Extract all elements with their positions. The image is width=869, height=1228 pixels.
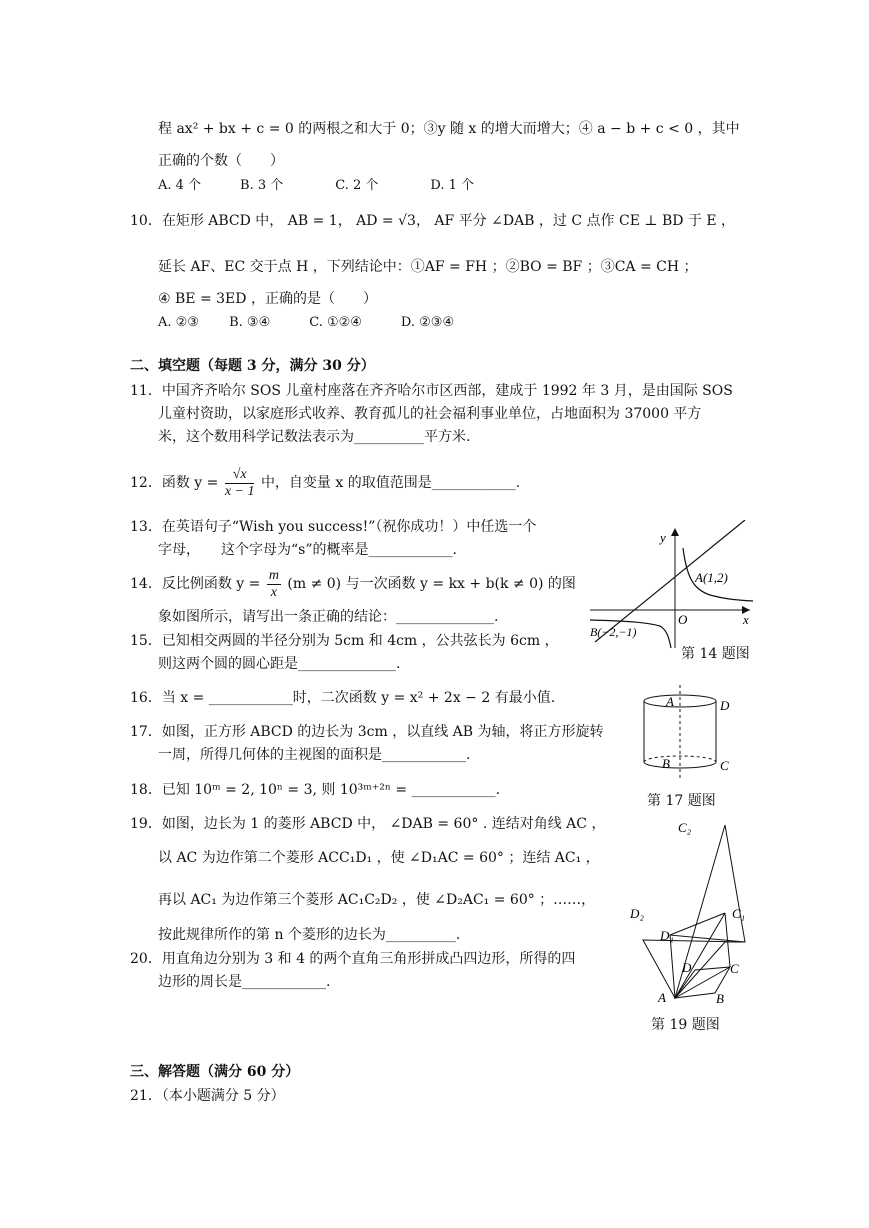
- q17-line2: 一周，所得几何体的主视图的面积是____________.: [158, 747, 471, 763]
- q19-line4: 按此规律所作的第 n 个菱形的边长为__________.: [158, 927, 461, 943]
- q13-line1: 13．在英语句子“Wish you success!”（祝你成功！）中任选一个: [130, 519, 537, 535]
- q20-line2: 边形的周长是____________.: [158, 974, 331, 990]
- q12: [130, 463, 520, 503]
- q12-fraction: [225, 467, 255, 500]
- q9-options: A. 4 个 B. 3 个 C. 2 个 D. 1 个: [158, 178, 475, 193]
- q14-fraction: [267, 568, 281, 601]
- q16-line1: 16．当 x = ____________时，二次函数 y = x² + 2x − 2 有最小值.: [130, 690, 556, 706]
- fig17-label-a: A: [666, 694, 674, 709]
- fig14-label-a: A(1,2): [695, 570, 728, 585]
- fig19-diagonal-ac1: [675, 913, 725, 998]
- q12-denominator: x − 1: [224, 483, 255, 499]
- fig14-label-b: B(−2,−1): [590, 625, 637, 639]
- fig19-label-c2: C₂: [678, 820, 692, 835]
- q9-line1: 程 ax² + bx + c = 0 的两根之和大于 0；③y 随 x 的增大而增大；④ a − b + c < 0 ，其中: [158, 121, 740, 137]
- figure-17: [630, 680, 740, 780]
- q12-prefix: 12．函数 y =: [130, 475, 219, 491]
- fig19-label-d2: D₂: [630, 906, 644, 921]
- q19-line1: 19．如图，边长为 1 的菱形 ABCD 中， ∠DAB = 60° . 连结对角线 AC ，: [130, 816, 606, 832]
- q10-line2: 延长 AF、EC 交于点 H ，下列结论中：①AF = FH ；②BO = BF ；③CA = CH ；: [158, 259, 698, 275]
- fig19-label-d: D: [682, 960, 692, 975]
- fig19-label-b: B: [716, 991, 724, 1006]
- q21-line: 21．（本小题满分 5 分）: [130, 1088, 285, 1104]
- q10-options: A. ②③ B. ③④ C. ①②④ D. ②③④: [158, 315, 455, 330]
- q14-suffix: (m ≠ 0) 与一次函数 y = kx + b(k ≠ 0) 的图: [287, 576, 576, 592]
- q14-numerator: m: [268, 567, 279, 583]
- q10-line1: 10．在矩形 ABCD 中， AB = 1， AD = √3， AF 平分 ∠DAB ，过 C 点作 CE ⊥ BD 于 E ，: [130, 213, 736, 229]
- fig17-label-c: C: [720, 758, 729, 773]
- fig19-label-a: A: [658, 990, 666, 1005]
- q12-suffix: 中，自变量 x 的取值范围是____________.: [260, 475, 521, 491]
- q19-line3: 再以 AC₁ 为边作第三个菱形 AC₁C₂D₂ ，使 ∠D₂AC₁ = 60° ；……，: [158, 892, 596, 908]
- q15-line1: 15．已知相交两圆的半径分别为 5cm 和 4cm ，公共弦长为 6cm ，: [130, 633, 559, 649]
- q14-prefix: 14．反比例函数 y =: [130, 576, 261, 592]
- q20-line1: 20．用直角边分别为 3 和 4 的两个直角三角形拼成凸四边形，所得的四: [130, 951, 576, 967]
- fig14-y-arrow: [671, 528, 679, 536]
- q14-line2: 象如图所示，请写出一条正确的结论：______________.: [158, 609, 499, 625]
- fig14-caption: 第 14 题图: [681, 646, 750, 662]
- q19-line2: 以 AC 为边作第二个菱形 ACC₁D₁ ，使 ∠D₁AC = 60° ；连结 AC₁ ，: [158, 850, 600, 866]
- q11-line3: 米，这个数用科学记数法表示为__________平方米.: [158, 429, 471, 445]
- section3-heading: 三、解答题（满分 60 分）: [130, 1064, 300, 1080]
- q11-line2: 儿童村资助，以家庭形式收养、教育孤儿的社会福利事业单位，占地面积为 37000 平方: [158, 406, 702, 422]
- q18-line1: 18．已知 10ᵐ = 2, 10ⁿ = 3, 则 10³ᵐ⁺²ⁿ = ____________.: [130, 782, 501, 798]
- q13-line2: 字母， 这个字母为“s”的概率是____________.: [158, 542, 457, 558]
- fig19-label-c: C: [730, 961, 739, 976]
- fig14-label-y: y: [660, 530, 666, 545]
- fig19-caption: 第 19 题图: [651, 1017, 720, 1033]
- fig14-label-o: O: [678, 612, 688, 627]
- fig14-label-x: x: [743, 612, 749, 627]
- q11-line1: 11．中国齐齐哈尔 SOS 儿童村座落在齐齐哈尔市区西部，建成于 1992 年 3 月，是由国际 SOS: [130, 383, 733, 399]
- q15-line2: 则这两个圆的圆心距是______________.: [158, 656, 401, 672]
- q10-line3: ④ BE = 3ED ，正确的是（ ）: [158, 291, 377, 307]
- section2-heading: 二、填空题（每题 3 分，满分 30 分）: [130, 358, 375, 374]
- fig17-label-d: D: [720, 698, 730, 713]
- fig19-label-c1: C₁: [732, 906, 746, 921]
- q9-line2: 正确的个数（ ）: [158, 153, 284, 169]
- figure-14: [585, 520, 765, 650]
- q14-denominator: x: [270, 584, 277, 600]
- fig19-label-d1: D₁: [660, 928, 674, 943]
- q17-line1: 17．如图，正方形 ABCD 的边长为 3cm ，以直线 AB 为轴，将正方形旋转: [130, 724, 604, 740]
- q12-numerator: √x: [225, 467, 255, 484]
- fig17-label-b: B: [662, 756, 670, 771]
- q14-line1: [130, 564, 576, 604]
- figure-19: [620, 815, 760, 1015]
- fig19-edge-d1c1: [670, 913, 725, 935]
- fig17-caption: 第 17 题图: [647, 793, 716, 809]
